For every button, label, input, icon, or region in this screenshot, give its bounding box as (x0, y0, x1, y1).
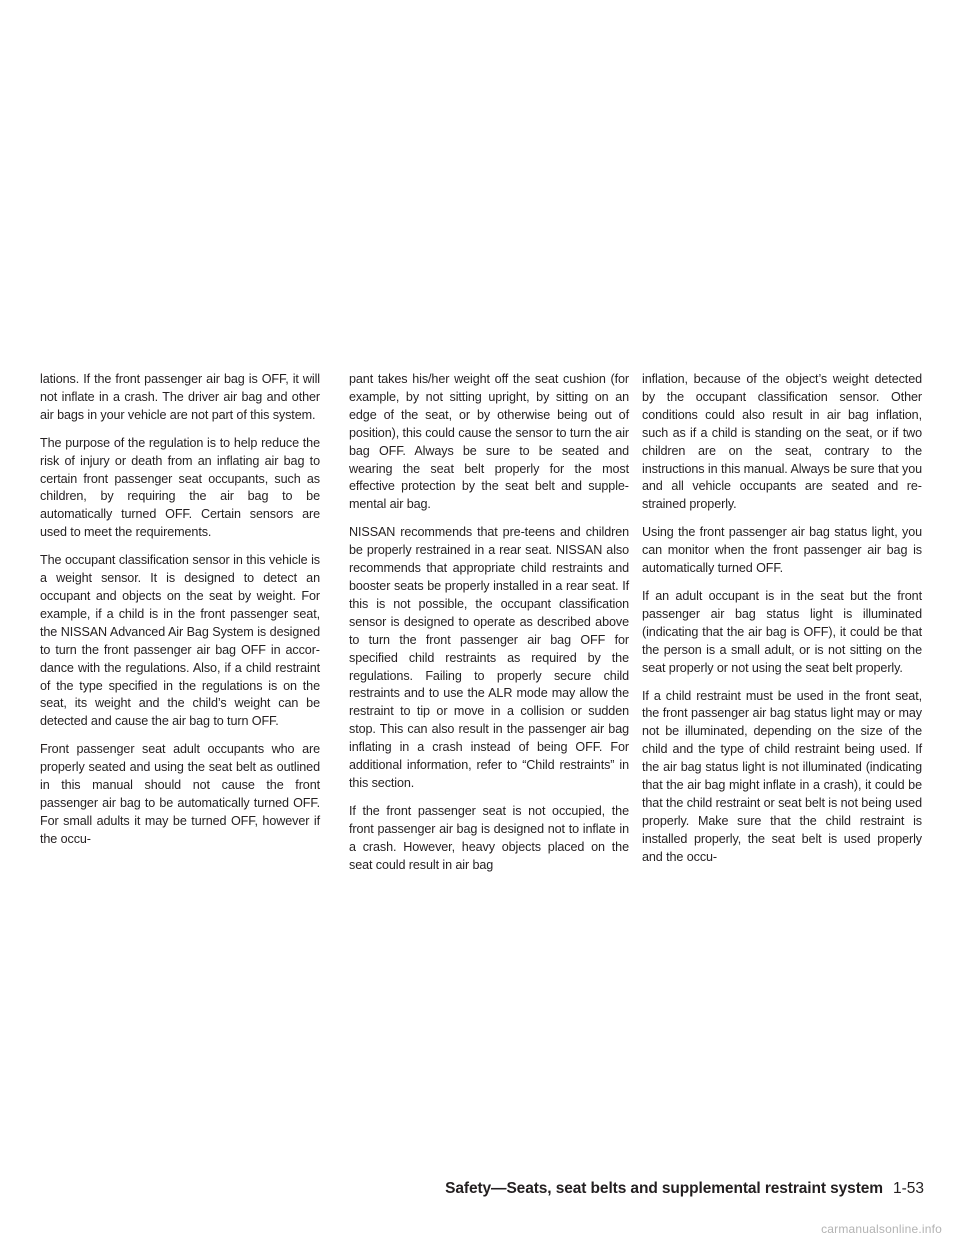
paragraph: If an adult occupant is in the seat but the front passenger air bag status light is illuminated (indicating that the air bag is OFF), it could be that the person is a small adult, or is not sitting on the seat properly or not using the seat belt properly. (642, 588, 922, 675)
watermark[interactable]: carmanualsonline.info (821, 1222, 942, 1236)
paragraph: If a child restraint must be used in the front seat, the front passenger air bag status light may or may not be illuminated, depending on the size of the child and the type of child restraint being used. If the air bag status light is not illuminated (indicating that the air bag might inflate in a crash), it could be that the child restraint or seat belt is not being used properly. Make sure that the child restraint is installed properly, the seat belt is used properly and the occu- (642, 688, 922, 864)
paragraph: pant takes his/her weight off the seat cushion (for example, by not sitting upright, by sitting on an edge of the seat, or by otherwise being out of position), this could cause the sensor to turn the air bag OFF. Always be sure to be seated and wearing the seat belt properly for the most effective protection by the seat belt and supplemental air bag. (349, 372, 629, 512)
footer-section-title: Safety—Seats, seat belts and supplemental restraint system (445, 1180, 883, 1197)
paragraph: The occupant classification sensor in this vehicle is a weight sensor. It is designed to detect an occupant and objects on the seat by weight. For example, if a child is in the front passenger seat, the NISSAN Advanced Air Bag System is designed to turn the front passenger air bag OFF in accordance with the regulations. Also, if a child restraint of the type specified in the regulations is on the seat, its weight and the child’s weight can be detected and cause the air bag to turn OFF. (40, 553, 320, 729)
paragraph: Front passenger seat adult occupants who are properly seated and using the seat belt as outlined in this manual should not cause the front passenger air bag to be automatically turned OFF. For small adults it may be turned OFF, however if the occu- (40, 742, 320, 846)
paragraph: inflation, because of the object’s weight detected by the occupant classification sensor. Other conditions could also result in air bag inflation, such as if a child is standing on the seat, or if two children are on the seat, contrary to the instructions in this manual. Always be sure that you and all vehicle occupants are seated and restrained properly. (642, 372, 922, 512)
page-number: 1-53 (892, 1180, 924, 1197)
column-3 (642, 371, 922, 877)
paragraph: lations. If the front passenger air bag is OFF, it will not inflate in a crash. The driver air bag and other air bags in your vehicle are not part of this system. (40, 372, 320, 422)
page-footer (0, 1180, 924, 1198)
paragraph: Using the front passenger air bag status light, you can monitor when the front passenger air bag is automatically turned OFF. (642, 525, 922, 576)
paragraph: NISSAN recommends that pre-teens and children be properly restrained in a rear seat. NISSAN also recommends that appropriate child restraints and booster seats be properly installed in a rear seat. If this is not possible, the occupant classification sensor is designed to operate as described above to turn the front passenger air bag OFF for specified child restraints as required by the regulations. Failing to properly secure child restraints and to use the ALR mode may allow the restraint to tip or move in a collision or sudden stop. This can also result in the passenger air bag inflating in a crash instead of being OFF. For additional information, refer to “Child restraints” in this section. (349, 525, 629, 790)
column-2 (349, 371, 629, 884)
page-body (40, 371, 925, 1191)
paragraph: If the front passenger seat is not occupied, the front passenger air bag is designed not to inflate in a crash. However, heavy objects placed on the seat could result in air bag (349, 803, 629, 872)
paragraph: The purpose of the regulation is to help reduce the risk of injury or death from an inflating air bag to certain front passenger seat occupants, such as children, by requiring the air bag to be automatically turned OFF. Certain sensors are used to meet the requirements. (40, 435, 320, 540)
column-1 (40, 371, 320, 859)
